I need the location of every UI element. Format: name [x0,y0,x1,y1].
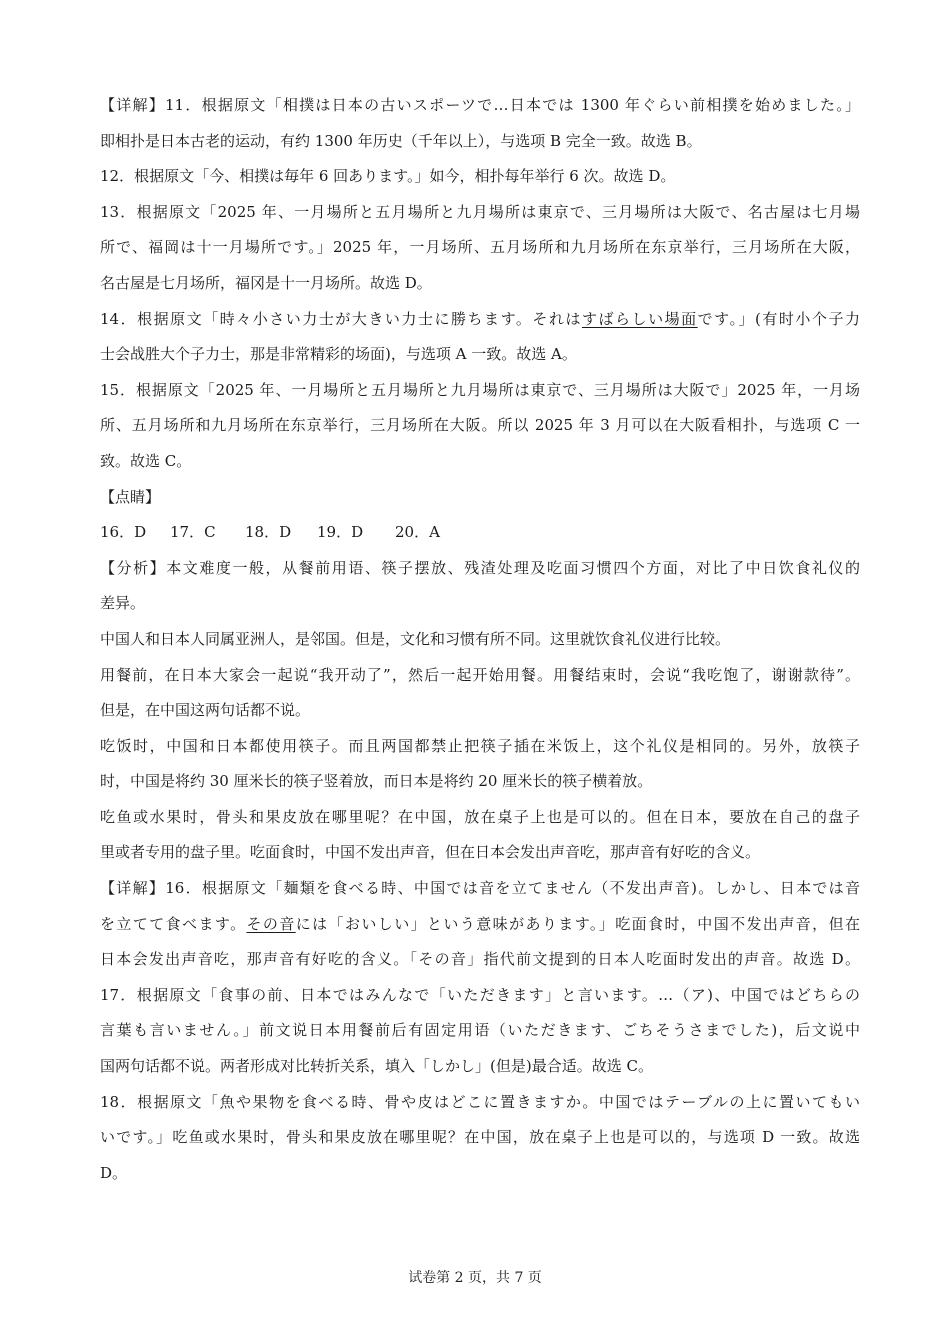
text-line: 差异。 [100,594,146,613]
text-line: 15．根据原文「2025 年、一月場所と五月場所と九月場所は東京で、三月場所は大阪で」2025 年，一月场 [100,380,860,399]
text-line: 【分析】本文难度一般，从餐前用语、筷子摆放、残渣处理及吃面习惯四个方面，对比了中日饮食礼仪的 [100,558,860,577]
answer-item: 18．D [245,523,292,542]
text-line: 【详解】11．根据原文「相撲は日本の古いスポーツで…日本では 1300 年ぐらい前相撲を始めました。」 [100,96,860,114]
text-line: 14．根据原文「時々小さい力士が大きい力士に勝ちます。それはすばらしい場面です。」(有时小个子力 [100,309,860,328]
text-line: 12．根据原文「今、相撲は毎年 6 回あります。」如今，相扑每年举行 6 次。故选 D。 [100,167,676,186]
text-line: 中国人和日本人同属亚洲人，是邻国。但是，文化和习惯有所不同。这里就饮食礼仪进行比较。 [100,629,731,648]
text-line: 名古屋是七月场所，福冈是十一月场所。故选 D。 [100,273,432,292]
text-line: 所、五月场所和九月场所在东京举行，三月场所在大阪。所以 2025 年 3 月可以在大阪看相扑，与选项 C 一 [100,416,860,435]
answer-key-line [100,523,860,541]
underlined-phrase: その音 [246,914,296,933]
text-line: 【点睛】 [100,487,161,506]
underlined-phrase: すばらしい場面 [581,309,698,328]
answer-item: 17．C [170,523,216,542]
text-line: 13．根据原文「2025 年、一月場所と五月場所と九月場所は東京で、三月場所は大阪で、名古屋は七月場 [100,202,860,221]
text-line: D。 [100,1163,128,1182]
document-body [100,96,860,1199]
text-line: を立てて食べます。その音には「おいしい」という意味があります。」吃面食时，中国不发出声音，但在 [100,914,860,933]
text-line: 里或者专用的盘子里。吃面食时，中国不发出声音，但在日本会发出声音吃，那声音有好吃的含义。 [100,843,761,862]
text-line: 吃鱼或水果时，骨头和果皮放在哪里呢？在中国，放在桌子上也是可以的。但在日本，要放在自己的盘子 [100,807,860,826]
text-line: 用餐前，在日本大家会一起说“我开动了”，然后一起开始用餐。用餐结束时，会说“我吃饱了，谢谢款待”。 [100,665,860,684]
text-line: 国两句话都不说。两者形成对比转折关系，填入「しかし」(但是)最合适。故选 C。 [100,1057,653,1076]
text-line: 时，中国是将约 30 厘米长的筷子竖着放，而日本是将约 20 厘米长的筷子横着放。 [100,772,653,791]
text-line: 17．根据原文「食事の前、日本ではみんなで「いただきます」と言います。…（ア)、中国ではどちらの [100,985,860,1004]
text-line: 【详解】16．根据原文「麺類を食べる時、中国では音を立てません（不发出声音)。しかし、日本では音 [100,879,860,898]
text-line: 士会战胜大个子力士，那是非常精彩的场面)，与选项 A 一致。故选 A。 [100,345,577,364]
answer-item: 20．A [395,523,440,542]
text-line: 言葉も言いません。」前文说日本用餐前后有固定用语（いただきます、ごちそうさまでした)，后文说中 [100,1021,860,1040]
text-line: 但是，在中国这两句话都不说。 [100,701,311,720]
text-line: 18．根据原文「魚や果物を食べる時、骨や皮はどこに置きますか。中国ではテーブルの上に置いてもい [100,1092,860,1111]
answer-item: 19．D [317,523,364,542]
text-line: 所で、福岡は十一月場所です。」2025 年，一月场所、五月场所和九月场所在东京举行，三月场所在大阪， [100,238,860,257]
page-footer: 试卷第 2 页，共 7 页 [408,1270,542,1286]
text-line: 吃饭时，中国和日本都使用筷子。而且两国都禁止把筷子插在米饭上，这个礼仪是相同的。另外，放筷子 [100,736,860,755]
text-line: いです。」吃鱼或水果时，骨头和果皮放在哪里呢？在中国，放在桌子上也是可以的，与选项 D 一致。故选 [100,1128,860,1147]
text-line: 致。故选 C。 [100,451,192,470]
text-line: 即相扑是日本古老的运动，有约 1300 年历史（千年以上），与选项 B 完全一致。故选 B。 [100,131,702,150]
answer-item: 16．D [100,523,147,542]
text-line: 日本会发出声音吃，那声音有好吃的含义。「その音」指代前文提到的日本人吃面时发出的声音。故选 D。 [100,950,860,969]
